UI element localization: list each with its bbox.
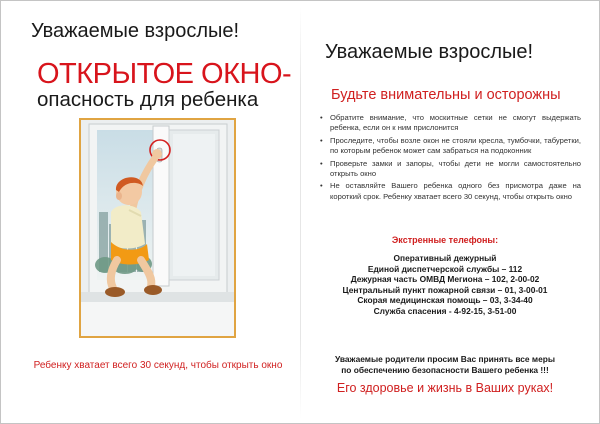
emergency-line: Единой диспетчерской службы – 112	[367, 263, 523, 274]
emergency-phones-title: Экстренные телефоны:	[391, 235, 499, 245]
emergency-line: Оперативный дежурный	[393, 253, 497, 263]
safety-tips-list	[319, 113, 581, 204]
left-headline-red: ОТКРЫТОЕ ОКНО-	[37, 58, 292, 90]
emergency-phones-list	[301, 253, 589, 317]
appeal-line: Уважаемые родители просим Вас принять все меры	[334, 354, 556, 364]
left-caption: Ребенку хватает всего 30 секунд, чтобы открыть окно	[33, 360, 283, 371]
closing-slogan: Его здоровье и жизнь в Ваших руках!	[336, 381, 554, 395]
emergency-line: Скорая медицинская помощь – 03, 3-34-40	[357, 295, 533, 306]
safety-tip: • Обратите внимание, что москитные сетки не смогут выдержать ребенка, если он к ним прислонится	[319, 113, 581, 134]
safety-tip: • Не оставляйте Вашего ребенка одного без присмотра даже на короткий срок. Ребенку хватает всего 30 секунд, чтобы открыть окно	[319, 181, 581, 202]
left-greeting: Уважаемые взрослые!	[31, 20, 240, 42]
appeal-line: по обеспечению безопасности Вашего ребенка !!!	[341, 365, 549, 375]
child-at-window-illustration	[79, 118, 236, 338]
left-headline-sub: опасность для ребенка	[37, 88, 259, 111]
parents-appeal	[301, 354, 589, 376]
right-greeting: Уважаемые взрослые!	[325, 41, 534, 63]
safety-tip: • Проследите, чтобы возле окон не стояли кресла, тумбочки, табуретки, по которым ребенок может сам забраться на подоконник	[319, 136, 581, 157]
emergency-line: Дежурная часть ОМВД Мегиона – 102, 2-00-02	[350, 274, 540, 285]
right-subheading: Будьте внимательны и осторожны	[331, 87, 561, 103]
emergency-line: Центральный пункт пожарной связи – 01, 3-00-01	[342, 284, 548, 295]
emergency-line: Служба спасения - 4-92-15, 3-51-00	[373, 305, 517, 316]
safety-tip: • Проверьте замки и запоры, чтобы дети не могли самостоятельно открыть окно	[319, 159, 581, 180]
